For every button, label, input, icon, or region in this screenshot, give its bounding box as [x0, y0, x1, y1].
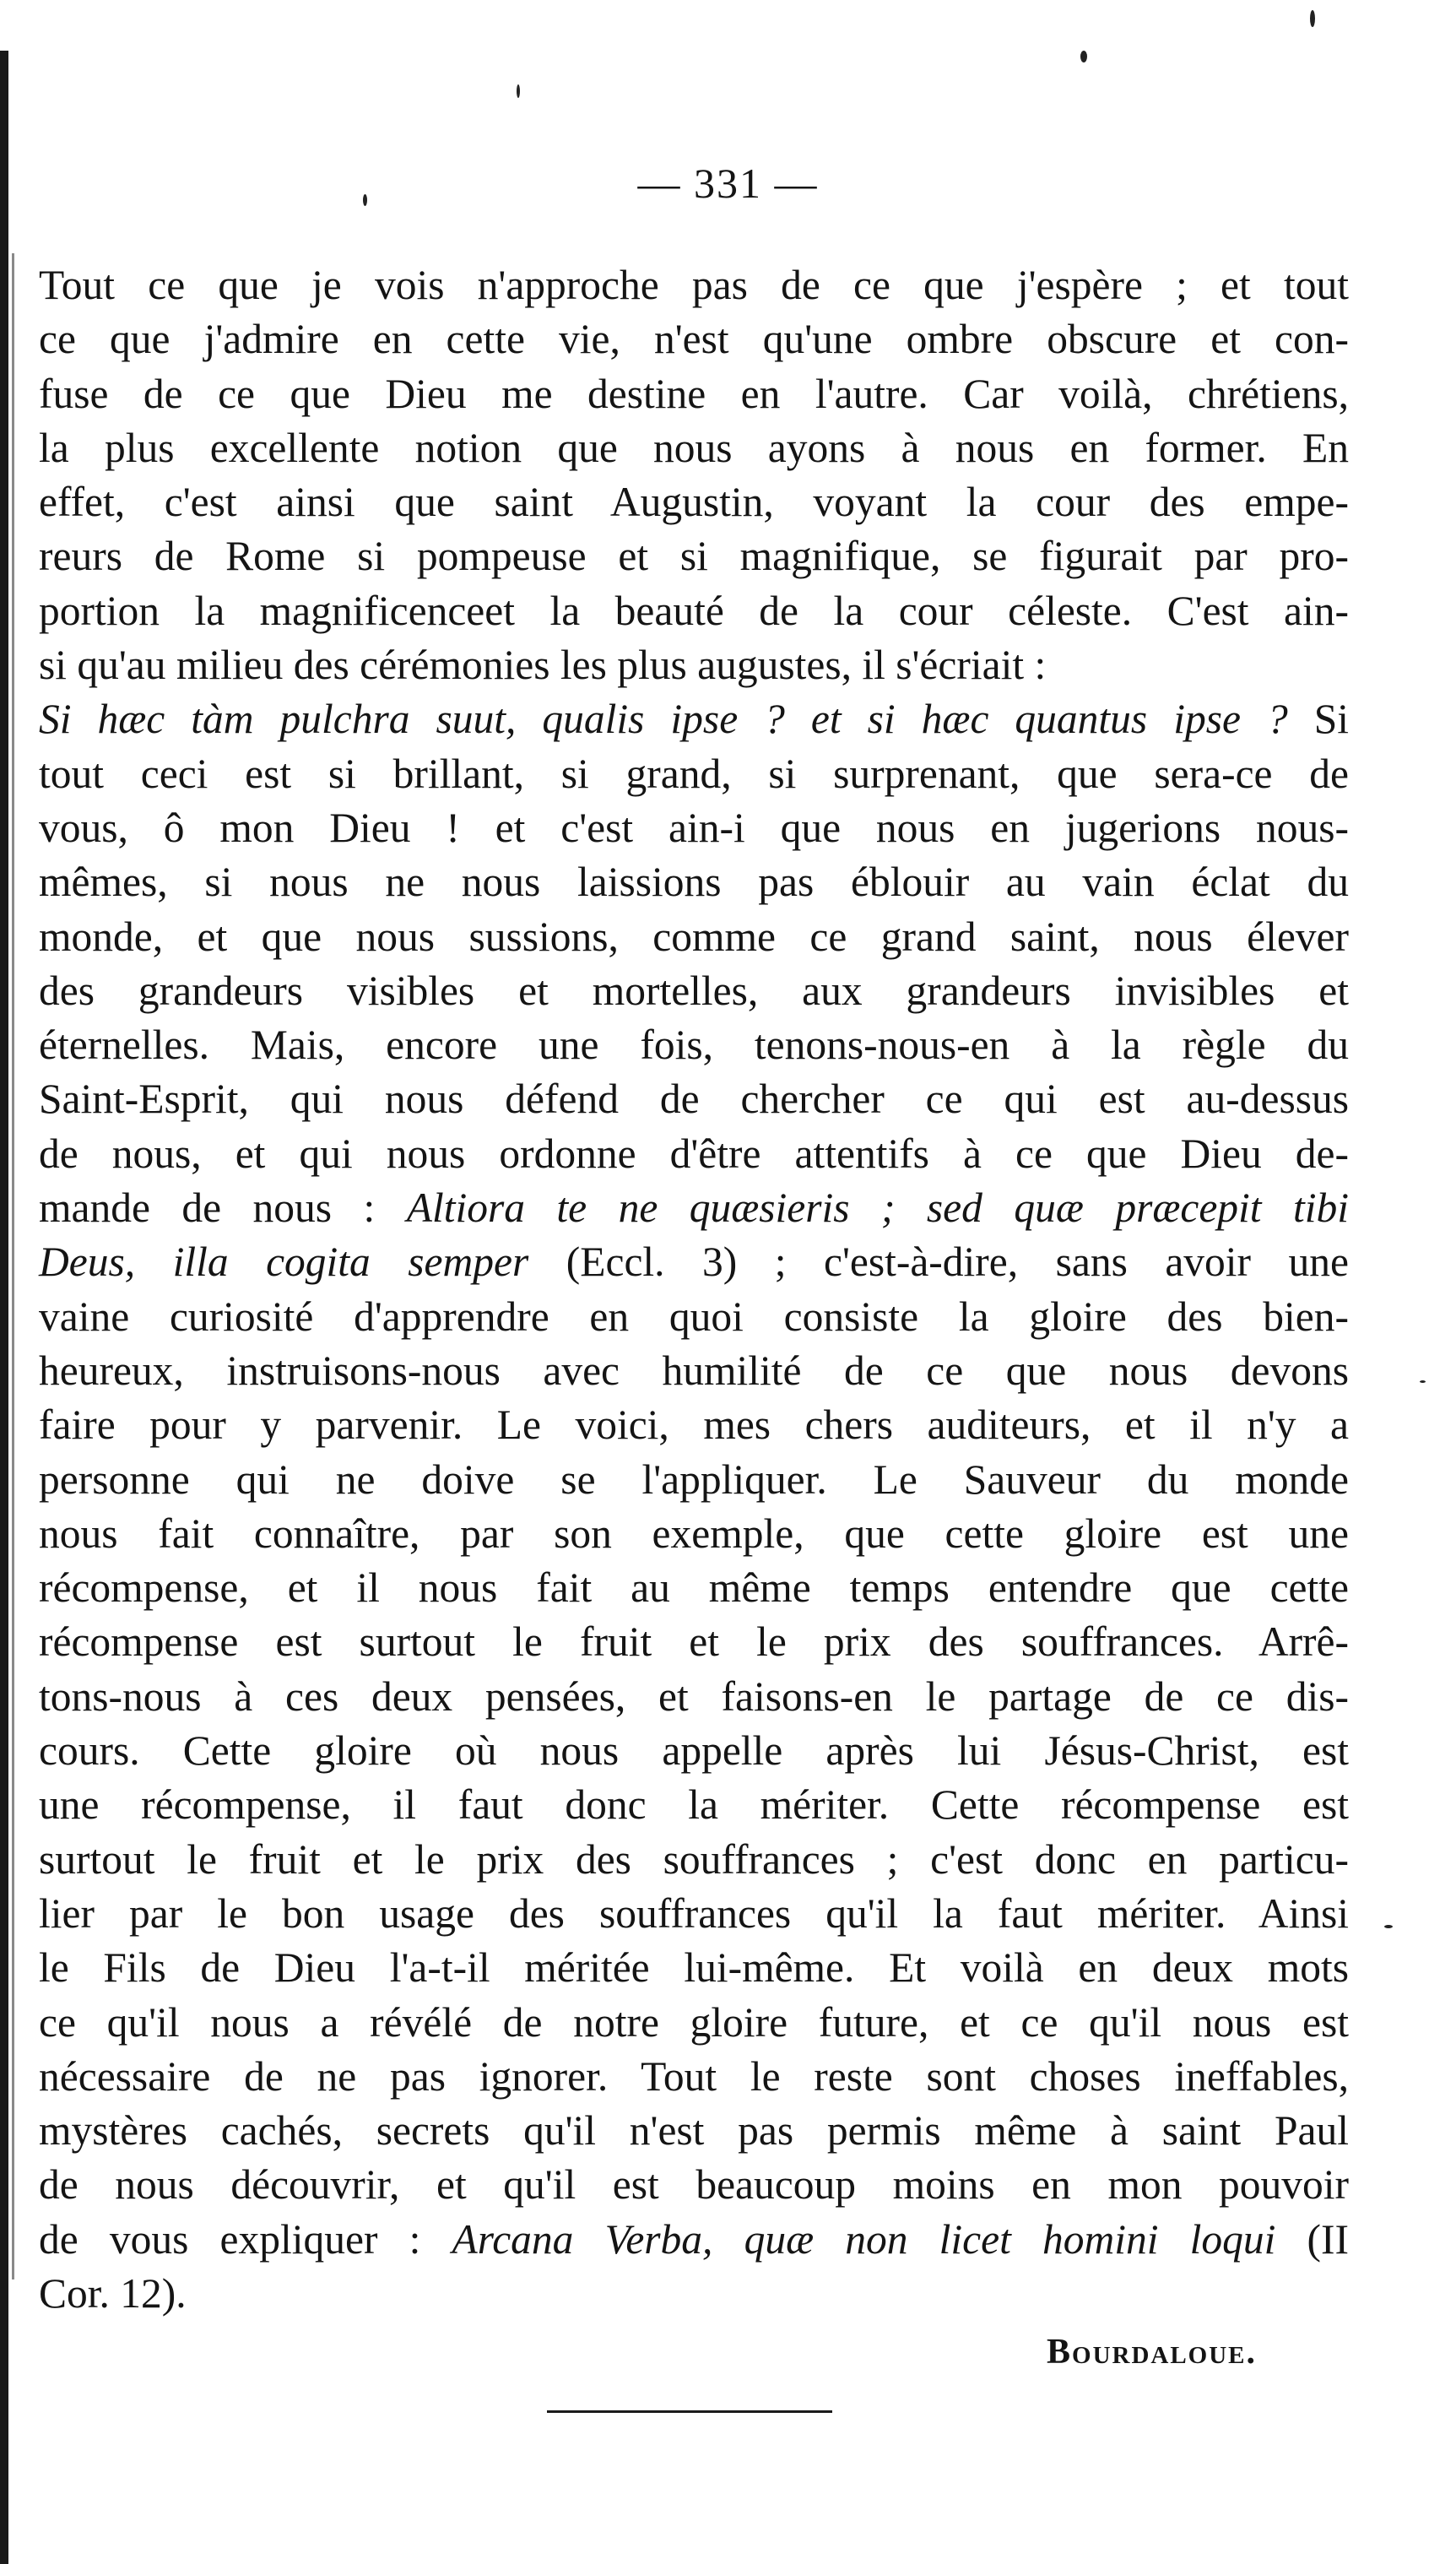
- latin-quotation: Deus, illa cogita semper: [39, 1239, 529, 1286]
- text-line: [39, 1290, 1349, 1344]
- text-line: [39, 1072, 1349, 1126]
- text-segment: mande de nous :: [39, 1184, 407, 1232]
- text-line: [39, 692, 1349, 746]
- text-segment: reurs de Rome si pompeuse et si magnifique, se figurait par pro-: [39, 533, 1349, 580]
- text-line: [39, 1778, 1349, 1832]
- text-line: [39, 801, 1349, 855]
- text-segment: nous fait connaître, par son exemple, que cette gloire est une: [39, 1510, 1349, 1557]
- text-line: [39, 2104, 1349, 2158]
- text-segment: nécessaire de ne pas ignorer. Tout le reste sont choses ineffables,: [39, 2052, 1349, 2100]
- latin-quotation: Altiora te ne quæsieris ; sed quæ præcepit tibi: [406, 1184, 1349, 1232]
- text-segment: la plus excellente notion que nous ayons à nous en former. En: [39, 424, 1349, 471]
- text-segment: vous, ô mon Dieu ! et c'est ain-i que nous en jugerions nous-: [39, 804, 1349, 851]
- author-signature: Bourdaloue.: [1047, 2333, 1258, 2372]
- text-segment: surtout le fruit et le prix des souffrances ; c'est donc en particu-: [39, 1835, 1349, 1883]
- latin-quotation: Arcana Verba, quæ non licet homini loqui: [452, 2215, 1276, 2263]
- text-line: [39, 1615, 1349, 1669]
- text-line: [39, 747, 1349, 801]
- text-segment: Si: [1287, 696, 1349, 743]
- text-line: [39, 1941, 1349, 1995]
- text-segment: le Fils de Dieu l'a-t-il méritée lui-même. Et voilà en deux mots: [39, 1944, 1349, 1992]
- text-line: [39, 312, 1349, 366]
- text-segment: mêmes, si nous ne nous laissions pas éblouir au vain éclat du: [39, 859, 1349, 906]
- text-line: [39, 2158, 1349, 2212]
- text-line: [39, 2213, 1349, 2267]
- text-line: [39, 258, 1349, 312]
- text-segment: Cor. 12).: [39, 2269, 187, 2317]
- text-line: [39, 1996, 1349, 2050]
- text-segment: Saint-Esprit, qui nous défend de chercher ce qui est au-dessus: [39, 1076, 1349, 1123]
- text-line: [39, 2050, 1349, 2104]
- text-line: [39, 584, 1349, 638]
- text-segment: fuse de ce que Dieu me destine en l'autre. Car voilà, chrétiens,: [39, 370, 1349, 417]
- text-line: [39, 1724, 1349, 1778]
- text-line: [39, 1453, 1349, 1507]
- text-segment: de nous découvrir, et qu'il est beaucoup moins en mon pouvoir: [39, 2161, 1349, 2209]
- latin-quotation: Si hæc tàm pulchra suut, qualis ipse ? et si hæc quantus ipse ?: [39, 696, 1288, 743]
- text-segment: tons-nous à ces deux pensées, et faisons-en le partage de ce dis-: [39, 1672, 1349, 1720]
- scan-speck: [1080, 51, 1087, 62]
- text-segment: de vous expliquer :: [39, 2215, 452, 2263]
- text-line: [39, 1181, 1349, 1235]
- text-segment: de nous, et qui nous ordonne d'être attentifs à ce que Dieu de-: [39, 1130, 1349, 1177]
- text-line: [39, 1670, 1349, 1724]
- text-line: [39, 964, 1349, 1018]
- text-line: [39, 1235, 1349, 1289]
- page-number: — 331 —: [637, 160, 819, 207]
- text-segment: mystères cachés, secrets qu'il n'est pas permis même à saint Paul: [39, 2107, 1349, 2155]
- text-segment: faire pour y parvenir. Le voici, mes chers auditeurs, et il n'y a: [39, 1401, 1349, 1449]
- text-line: [39, 1507, 1349, 1561]
- scan-speck: [1384, 1925, 1393, 1928]
- text-segment: ce que j'admire en cette vie, n'est qu'une ombre obscure et con-: [39, 316, 1349, 363]
- scan-speck: [1420, 1380, 1426, 1383]
- text-segment: personne qui ne doive se l'appliquer. Le Sauveur du monde: [39, 1455, 1349, 1503]
- scan-speck: [517, 84, 520, 98]
- text-line: [39, 1127, 1349, 1181]
- page-edge-line: [12, 253, 14, 2279]
- text-line: [39, 367, 1349, 421]
- text-segment: récompense, et il nous fait au même temps entendre que cette: [39, 1564, 1349, 1612]
- text-segment: éternelles. Mais, encore une fois, tenons-nous-en à la règle du: [39, 1022, 1349, 1069]
- text-segment: portion la magnificenceet la beauté de la cour céleste. C'est ain-: [39, 587, 1349, 634]
- text-segment: une récompense, il faut donc la mériter. Cette récompense est: [39, 1781, 1349, 1829]
- text-line: [39, 2267, 1349, 2321]
- text-line: [39, 638, 1349, 692]
- text-segment: des grandeurs visibles et mortelles, aux grandeurs invisibles et: [39, 967, 1349, 1014]
- text-line: [39, 475, 1349, 529]
- text-line: [39, 910, 1349, 964]
- text-segment: récompense est surtout le fruit et le prix des souffrances. Arrê-: [39, 1618, 1349, 1666]
- text-segment: si qu'au milieu des cérémonies les plus augustes, il s'écriait :: [39, 642, 1047, 689]
- text-segment: ce qu'il nous a révélé de notre gloire future, et ce qu'il nous est: [39, 1998, 1349, 2046]
- scan-speck: [363, 194, 367, 206]
- text-line: [39, 1833, 1349, 1887]
- text-segment: vaine curiosité d'apprendre en quoi consiste la gloire des bien-: [39, 1293, 1349, 1340]
- text-line: [39, 1561, 1349, 1615]
- closing-rule: [547, 2410, 832, 2413]
- text-line: [39, 855, 1349, 909]
- text-line: [39, 421, 1349, 475]
- page-edge-shadow: [0, 51, 8, 2564]
- text-segment: monde, et que nous sussions, comme ce grand saint, nous élever: [39, 913, 1349, 960]
- text-segment: (Eccl. 3) ; c'est-à-dire, sans avoir une: [528, 1239, 1349, 1286]
- text-segment: Tout ce que je vois n'approche pas de ce que j'espère ; et tout: [39, 262, 1349, 308]
- text-segment: cours. Cette gloire où nous appelle après lui Jésus-Christ, est: [39, 1727, 1349, 1775]
- body-text: [39, 258, 1349, 2321]
- text-line: [39, 529, 1349, 583]
- scan-speck: [1310, 10, 1315, 27]
- text-line: [39, 1344, 1349, 1398]
- text-segment: tout ceci est si brillant, si grand, si surprenant, que sera-ce de: [39, 750, 1349, 797]
- text-segment: effet, c'est ainsi que saint Augustin, voyant la cour des empe-: [39, 479, 1349, 526]
- text-segment: heureux, instruisons-nous avec humilité de ce que nous devons: [39, 1347, 1349, 1394]
- text-segment: lier par le bon usage des souffrances qu'il la faut mériter. Ainsi: [39, 1889, 1349, 1937]
- text-line: [39, 1398, 1349, 1452]
- text-segment: (II: [1275, 2215, 1350, 2263]
- text-line: [39, 1018, 1349, 1072]
- text-line: [39, 1887, 1349, 1941]
